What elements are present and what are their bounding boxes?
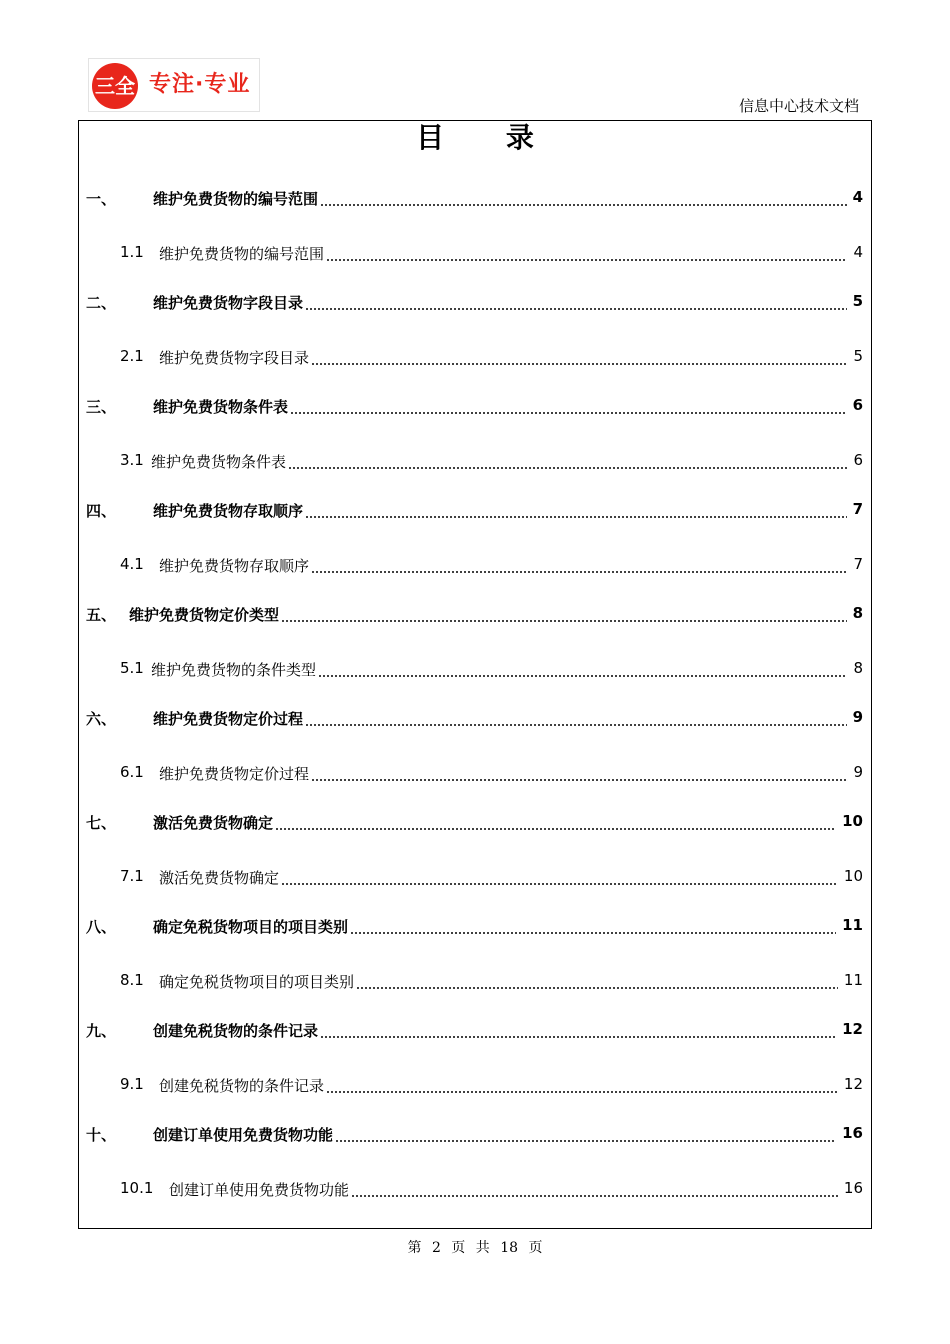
toc-entry-number: 一、 xyxy=(86,190,117,208)
toc-leader-dots xyxy=(326,1091,838,1093)
toc-entry[interactable] xyxy=(79,763,871,785)
logo-mark-text: 三全 xyxy=(95,74,135,98)
toc-entry-title: 维护免费货物定价类型 xyxy=(129,606,280,624)
toc-title: 目 录 xyxy=(416,121,560,154)
toc-entry[interactable] xyxy=(79,1124,871,1146)
toc-leader-dots xyxy=(305,516,847,518)
toc-entry-page: 7 xyxy=(853,555,863,573)
toc-entry[interactable] xyxy=(79,555,871,577)
toc-entry[interactable] xyxy=(79,1020,871,1042)
toc-entry-number: 8.1 xyxy=(120,971,144,989)
toc-entry-title: 创建免税货物的条件记录 xyxy=(159,1077,325,1095)
toc-leader-dots xyxy=(326,259,847,261)
toc-entry[interactable] xyxy=(79,500,871,522)
toc-entry-number: 六、 xyxy=(86,710,117,728)
toc-leader-dots xyxy=(335,1140,836,1142)
toc-leader-dots xyxy=(281,883,838,885)
toc-entry-title: 维护免费货物存取顺序 xyxy=(153,502,304,520)
toc-entry-page: 9 xyxy=(852,708,863,726)
toc-entry-title: 激活免费货物确定 xyxy=(153,814,274,832)
toc-entry-title: 创建订单使用免费货物功能 xyxy=(169,1181,350,1199)
toc-leader-dots xyxy=(305,724,847,726)
toc-entry-number: 三、 xyxy=(86,398,117,416)
toc-entry-title: 维护免费货物定价过程 xyxy=(153,710,304,728)
toc-leader-dots xyxy=(356,987,838,989)
toc-entry-title: 确定免税货物项目的项目类别 xyxy=(159,973,355,991)
toc-leader-dots xyxy=(290,412,847,414)
toc-entry[interactable] xyxy=(79,396,871,418)
toc-entry-page: 6 xyxy=(853,451,863,469)
toc-entry[interactable] xyxy=(79,659,871,681)
toc-leader-dots xyxy=(311,363,847,365)
document-type-label: 信息中心技术文档 xyxy=(738,97,859,115)
toc-leader-dots xyxy=(275,828,836,830)
toc-entry-number: 6.1 xyxy=(120,763,144,781)
toc-entry-number: 4.1 xyxy=(120,555,144,573)
toc-entry-title: 维护免费货物存取顺序 xyxy=(159,557,310,575)
toc-frame xyxy=(78,120,872,1229)
toc-leader-dots xyxy=(318,675,847,677)
logo-slogan: 专注·专业 xyxy=(149,72,251,97)
toc-entry-title: 创建免税货物的条件记录 xyxy=(153,1022,319,1040)
toc-entry-title: 维护免费货物的编号范围 xyxy=(159,245,325,263)
toc-entry-title: 维护免费货物条件表 xyxy=(151,453,287,471)
page-footer: 第 2 页 共 18 页 xyxy=(407,1240,543,1256)
toc-entry-number: 2.1 xyxy=(120,347,144,365)
toc-entry-title: 创建订单使用免费货物功能 xyxy=(153,1126,334,1144)
toc-entry-page: 10 xyxy=(842,812,863,830)
toc-entry-title: 维护免费货物的条件类型 xyxy=(151,661,317,679)
toc-entry[interactable] xyxy=(79,292,871,314)
toc-entry-page: 8 xyxy=(852,604,863,622)
toc-leader-dots xyxy=(320,1036,836,1038)
toc-entry-page: 10 xyxy=(843,867,863,885)
toc-entry-number: 3.1 xyxy=(120,451,144,469)
toc-entry-title: 维护免费货物字段目录 xyxy=(159,349,310,367)
toc-entry-page: 5 xyxy=(853,347,863,365)
toc-leader-dots xyxy=(311,571,847,573)
toc-entry[interactable] xyxy=(79,243,871,265)
toc-entry[interactable] xyxy=(79,812,871,834)
toc-entry-number: 七、 xyxy=(86,814,117,832)
toc-leader-dots xyxy=(320,204,847,206)
toc-entry-page: 9 xyxy=(853,763,863,781)
toc-entry-page: 16 xyxy=(842,1124,863,1142)
toc-entry-number: 7.1 xyxy=(120,867,144,885)
toc-entry[interactable] xyxy=(79,867,871,889)
toc-entry-page: 4 xyxy=(852,188,863,206)
toc-entry-title: 维护免费货物条件表 xyxy=(153,398,289,416)
toc-entry[interactable] xyxy=(79,971,871,993)
toc-entry-number: 九、 xyxy=(86,1022,117,1040)
toc-entry[interactable] xyxy=(79,604,871,626)
toc-entry[interactable] xyxy=(79,916,871,938)
toc-entry-page: 11 xyxy=(843,971,863,989)
toc-entry-number: 十、 xyxy=(86,1126,117,1144)
toc-entry-page: 4 xyxy=(853,243,863,261)
toc-leader-dots xyxy=(311,779,847,781)
toc-entry-page: 16 xyxy=(843,1179,863,1197)
toc-entry-number: 5.1 xyxy=(120,659,144,677)
toc-entry-title: 确定免税货物项目的项目类别 xyxy=(153,918,349,936)
toc-entry[interactable] xyxy=(79,708,871,730)
toc-entry-number: 五、 xyxy=(86,606,117,624)
toc-entry-number: 二、 xyxy=(86,294,117,312)
company-logo xyxy=(88,58,260,112)
toc-entry-number: 1.1 xyxy=(120,243,144,261)
toc-leader-dots xyxy=(288,467,847,469)
toc-entry-title: 维护免费货物的编号范围 xyxy=(153,190,319,208)
toc-entry-number: 10.1 xyxy=(120,1179,154,1197)
toc-entry-page: 6 xyxy=(852,396,863,414)
toc-leader-dots xyxy=(350,932,836,934)
toc-entry-page: 5 xyxy=(852,292,863,310)
toc-entry-title: 维护免费货物字段目录 xyxy=(153,294,304,312)
toc-entry-page: 11 xyxy=(842,916,863,934)
toc-entry-number: 八、 xyxy=(86,918,117,936)
toc-entry-page: 8 xyxy=(853,659,863,677)
toc-entry[interactable] xyxy=(79,1179,871,1201)
toc-entry[interactable] xyxy=(79,347,871,369)
toc-entry-title: 维护免费货物定价过程 xyxy=(159,765,310,783)
toc-leader-dots xyxy=(351,1195,838,1197)
toc-entry-title: 激活免费货物确定 xyxy=(159,869,280,887)
toc-entry-number: 四、 xyxy=(86,502,117,520)
toc-entry-number: 9.1 xyxy=(120,1075,144,1093)
logo-mark xyxy=(92,63,138,109)
toc-entry[interactable] xyxy=(79,188,871,210)
toc-leader-dots xyxy=(281,620,847,622)
toc-entry[interactable] xyxy=(79,451,871,473)
toc-entry[interactable] xyxy=(79,1075,871,1097)
toc-entry-page: 12 xyxy=(842,1020,863,1038)
toc-entry-page: 7 xyxy=(852,500,863,518)
toc-leader-dots xyxy=(305,308,847,310)
toc-entry-page: 12 xyxy=(843,1075,863,1093)
